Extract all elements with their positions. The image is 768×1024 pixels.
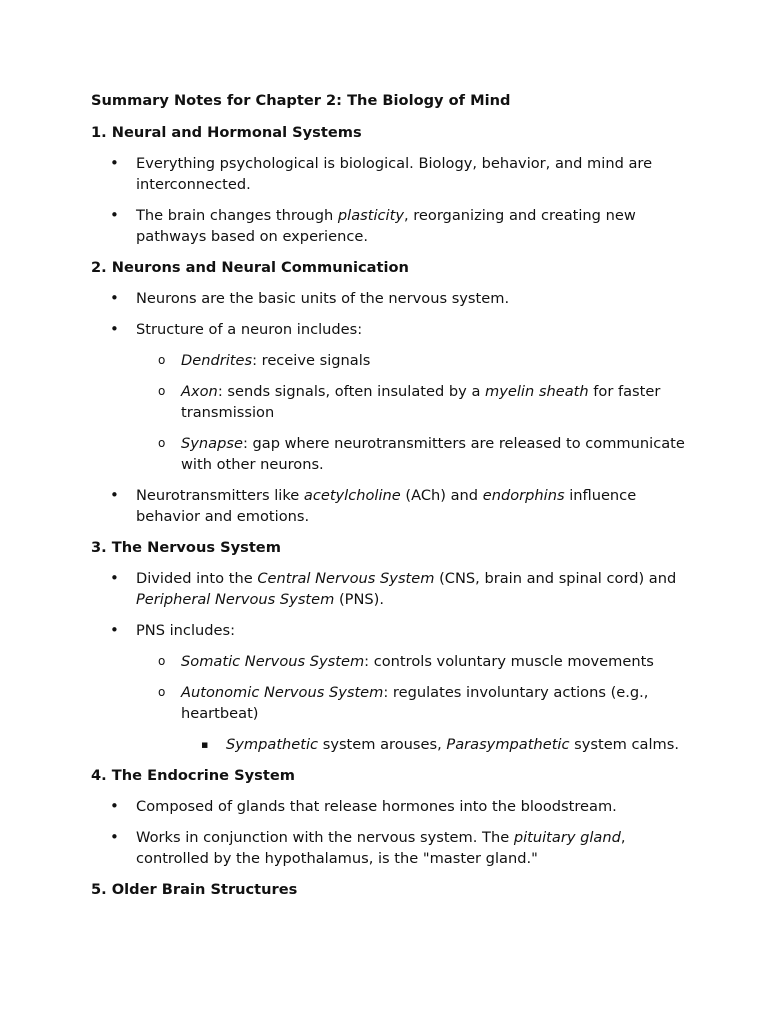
bullet-icon: • bbox=[110, 320, 119, 338]
list-item: • Structure of a neuron includes: bbox=[110, 320, 363, 338]
bullet-icon: • bbox=[110, 289, 119, 307]
list-item: • Everything psychological is biological. Biology, behavior, and mind are interconnected. bbox=[110, 154, 653, 193]
list-item: ▪ Sympathetic system arouses, Parasympathetic system calms. bbox=[201, 736, 680, 753]
square-bullet-icon: ▪ bbox=[201, 738, 209, 751]
bullet-icon: • bbox=[110, 154, 119, 172]
bullet-list bbox=[91, 568, 691, 641]
circle-bullet-icon: o bbox=[158, 436, 166, 450]
list-item: • Works in conjunction with the nervous system. The pituitary gland, controlled by the hypothalamus, is the "master gland." bbox=[110, 828, 626, 867]
document-body bbox=[91, 90, 691, 910]
list-item: o Somatic Nervous System: controls voluntary muscle movements bbox=[158, 653, 654, 670]
sub-bullet-list bbox=[91, 350, 691, 475]
section-heading: 1. Neural and Hormonal Systems bbox=[91, 124, 362, 141]
section-heading: 3. The Nervous System bbox=[91, 539, 281, 556]
list-item: o Autonomic Nervous System: regulates involuntary actions (e.g., heartbeat) bbox=[158, 684, 649, 722]
list-item: • Divided into the Central Nervous System (CNS, brain and spinal cord) and Peripheral Nervous System (PNS). bbox=[110, 569, 677, 608]
list-item: o Axon: sends signals, often insulated by a myelin sheath for faster transmission bbox=[158, 383, 661, 421]
sub-sub-bullet-list bbox=[91, 734, 691, 755]
sub-bullet-list bbox=[91, 651, 691, 724]
section-heading: 4. The Endocrine System bbox=[91, 767, 295, 784]
circle-bullet-icon: o bbox=[158, 654, 166, 668]
document-title: Summary Notes for Chapter 2: The Biology of Mind bbox=[91, 92, 511, 109]
list-item: o Dendrites: receive signals bbox=[158, 352, 371, 369]
bullet-icon: • bbox=[110, 569, 119, 587]
list-item: • Neurons are the basic units of the nervous system. bbox=[110, 289, 510, 307]
list-item: • PNS includes: bbox=[110, 621, 236, 639]
list-item: • Neurotransmitters like acetylcholine (ACh) and endorphins influence behavior and emotions. bbox=[110, 486, 637, 525]
bullet-list bbox=[91, 485, 691, 527]
bullet-icon: • bbox=[110, 206, 119, 224]
list-item: o Synapse: gap where neurotransmitters are released to communicate with other neurons. bbox=[158, 435, 685, 473]
section-heading: 2. Neurons and Neural Communication bbox=[91, 259, 409, 276]
bullet-icon: • bbox=[110, 828, 119, 846]
circle-bullet-icon: o bbox=[158, 685, 166, 699]
bullet-icon: • bbox=[110, 797, 119, 815]
list-item: • The brain changes through plasticity, reorganizing and creating new pathways based on experience. bbox=[110, 206, 636, 245]
circle-bullet-icon: o bbox=[158, 384, 166, 398]
bullet-icon: • bbox=[110, 486, 119, 504]
bullet-list bbox=[91, 153, 691, 247]
bullet-icon: • bbox=[110, 621, 119, 639]
list-item: • Composed of glands that release hormones into the bloodstream. bbox=[110, 797, 617, 815]
section-heading: 5. Older Brain Structures bbox=[91, 881, 298, 898]
bullet-list bbox=[91, 288, 691, 340]
circle-bullet-icon: o bbox=[158, 353, 166, 367]
bullet-list bbox=[91, 796, 691, 869]
